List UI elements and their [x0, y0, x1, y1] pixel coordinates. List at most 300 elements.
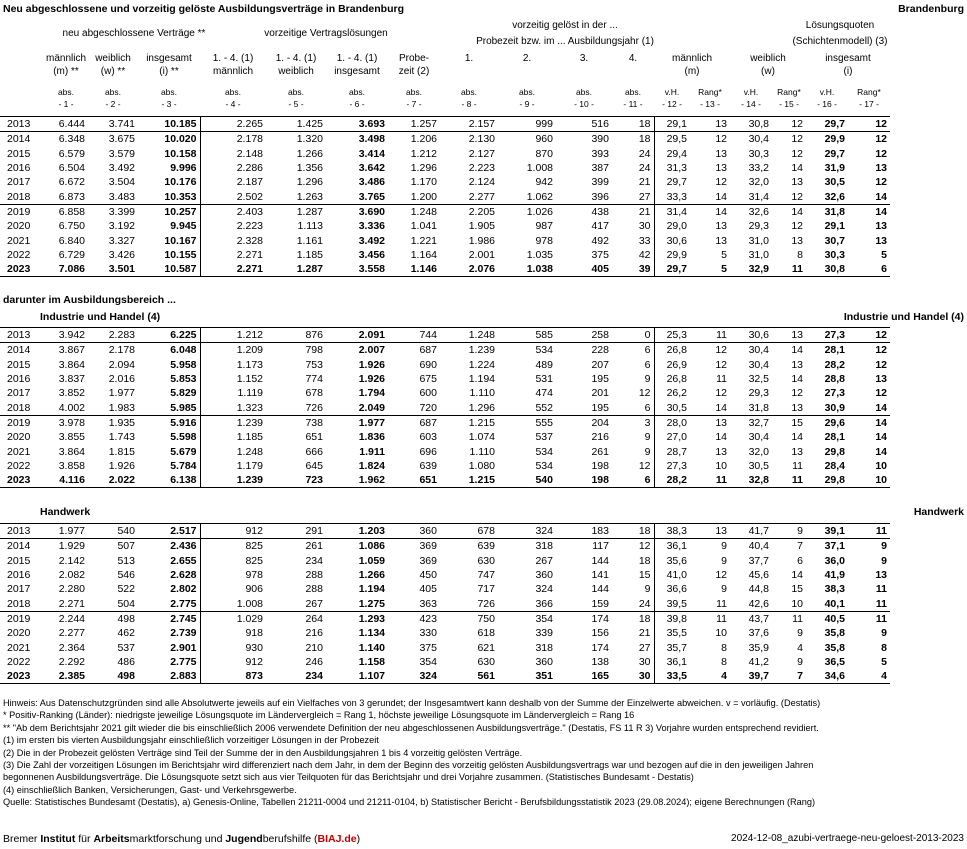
table-row: [0, 204, 890, 219]
year-cell: 2015: [7, 358, 31, 371]
value-cell: 3.867: [44, 343, 88, 358]
value-cell: 9: [772, 524, 806, 539]
value-cell: 39,5: [654, 596, 690, 611]
value-cell: 6.750: [58, 220, 85, 233]
column-number: - 11 -: [623, 99, 643, 109]
column-header: insgesamt (i) **: [146, 53, 192, 77]
value-cell: 1.107: [326, 669, 388, 684]
value-cell: 2.157: [440, 117, 498, 132]
value-cell: 12: [690, 343, 730, 358]
value-cell: 9: [721, 583, 727, 596]
value-cell: 2.124: [468, 176, 495, 189]
value-cell: 2.280: [58, 583, 85, 596]
value-cell: 3.675: [88, 132, 138, 147]
value-cell: 10.353: [164, 190, 197, 203]
column-header: Probe- zeit (2): [398, 53, 430, 77]
value-cell: 3.483: [108, 190, 135, 203]
value-cell: 32,6: [730, 204, 772, 219]
value-cell: 32,0: [748, 176, 769, 189]
value-cell: 3.486: [358, 176, 385, 189]
value-cell: 1.257: [388, 117, 440, 132]
year-cell: 2013: [0, 524, 44, 539]
value-cell: 12: [638, 459, 651, 472]
column-unit: v.H.: [819, 87, 835, 97]
column-header: männlich (m): [671, 53, 713, 77]
value-cell: 41,0: [654, 568, 690, 582]
value-cell: 44,8: [748, 583, 769, 596]
table-ihk: [0, 327, 890, 488]
column-header: 3.: [579, 53, 589, 64]
table-row: [0, 117, 890, 132]
value-cell: 360: [535, 569, 553, 582]
value-cell: 2.076: [440, 262, 498, 277]
note: (4) einschließlich Banken, Versicherungen, Gast- und Verkehrsgewerbe.: [3, 784, 297, 795]
value-cell: 36,0: [824, 554, 845, 567]
value-cell: 1.215: [440, 473, 498, 488]
value-cell: 18: [638, 554, 651, 567]
value-cell: 29,0: [654, 219, 690, 233]
value-cell: 12: [791, 387, 803, 400]
value-cell: 27,0: [654, 430, 690, 444]
value-cell: 912: [200, 655, 266, 669]
value-cell: 561: [440, 669, 498, 684]
year-cell: 2013: [0, 117, 44, 132]
value-cell: 12: [715, 569, 727, 582]
value-cell: 2.178: [88, 343, 138, 358]
value-cell: 267: [535, 554, 553, 567]
value-cell: 24: [638, 597, 651, 610]
value-cell: 38,3: [824, 583, 845, 596]
value-cell: 540: [88, 524, 138, 539]
note: (3) Die Zahl der vorzeitigen Lösungen im Berichtsjahr wird differenziert nach dem Jahr, in dem der Beginn des vorzeitig gelösten Ausbildungsvertrags war und bezogen auf die in den jeweiligen Jahren: [3, 760, 814, 771]
value-cell: 2.901: [170, 641, 197, 654]
value-cell: 9: [881, 627, 887, 640]
value-cell: 1.080: [468, 459, 495, 472]
value-cell: 1.248: [440, 328, 498, 343]
value-cell: 13: [772, 328, 806, 343]
value-cell: 13: [715, 220, 727, 233]
value-cell: 873: [200, 669, 266, 684]
column-number: - 10 -: [574, 99, 594, 109]
value-cell: 324: [535, 583, 553, 596]
value-cell: 6.504: [58, 162, 85, 175]
value-cell: 1.206: [388, 132, 440, 147]
value-cell: 29,9: [654, 248, 690, 262]
value-cell: 12: [612, 539, 654, 554]
value-cell: 1.194: [358, 583, 385, 596]
value-cell: 1.983: [108, 401, 135, 414]
value-cell: 14: [791, 162, 803, 175]
column-unit: Rang*: [698, 87, 722, 97]
value-cell: 30,4: [730, 343, 772, 358]
value-cell: 18: [612, 132, 654, 147]
value-cell: 35,9: [748, 641, 769, 654]
value-cell: 1.323: [200, 400, 266, 415]
biaj-link[interactable]: BIAJ.de: [317, 833, 357, 845]
value-cell: 750: [440, 611, 498, 626]
value-cell: 29,7: [654, 175, 690, 189]
value-cell: 9.945: [170, 220, 197, 233]
value-cell: 30,5: [748, 459, 769, 472]
footer-institute: Bremer Institut für Arbeitsmarktforschung und Jugendberufshilfe (BIAJ.de): [3, 833, 361, 845]
column-number: - 7 -: [406, 99, 422, 109]
value-cell: 666: [305, 445, 323, 458]
value-cell: 28,2: [654, 473, 690, 488]
value-cell: 234: [266, 669, 326, 684]
value-cell: 11: [772, 611, 806, 626]
table-row: [0, 233, 890, 247]
header-vorz: vorzeitige Vertragslösungen: [264, 28, 388, 39]
value-cell: 360: [535, 655, 553, 668]
table-row: [0, 459, 890, 473]
value-cell: 24: [638, 162, 651, 175]
column-number: - 14 -: [741, 99, 761, 109]
value-cell: 28,0: [654, 415, 690, 430]
value-cell: 7.086: [44, 262, 88, 277]
value-cell: 33,3: [654, 189, 690, 204]
value-cell: 1.059: [358, 554, 385, 567]
year-cell: 2023: [0, 473, 44, 488]
column-unit: abs.: [287, 87, 305, 97]
value-cell: 1.296: [468, 401, 495, 414]
year-cell: 2019: [0, 415, 44, 430]
value-cell: 489: [535, 358, 553, 371]
value-cell: 10: [715, 627, 727, 640]
value-cell: 27: [638, 190, 651, 203]
column-unit: abs.: [518, 87, 536, 97]
value-cell: 1.287: [266, 204, 326, 219]
value-cell: 534: [535, 459, 553, 472]
value-cell: 27: [638, 641, 651, 654]
value-cell: 14: [875, 190, 887, 203]
value-cell: 1.215: [440, 415, 498, 430]
value-cell: 5.853: [170, 373, 197, 386]
value-cell: 195: [591, 373, 609, 386]
value-cell: 34,6: [806, 669, 848, 684]
value-cell: 2.802: [170, 583, 197, 596]
value-cell: 216: [305, 627, 323, 640]
value-cell: 25,3: [654, 328, 690, 343]
value-cell: 258: [556, 328, 612, 343]
table-row: [0, 430, 890, 444]
value-cell: 942: [535, 176, 553, 189]
column-number: - 3 -: [161, 99, 177, 109]
column-unit: abs.: [160, 87, 178, 97]
value-cell: 318: [535, 641, 553, 654]
value-cell: 9: [644, 431, 651, 444]
value-cell: 13: [715, 147, 727, 160]
year-cell: 2021: [7, 234, 31, 247]
value-cell: 32,0: [748, 445, 769, 458]
value-cell: 1.158: [358, 655, 385, 668]
value-cell: 159: [591, 597, 609, 610]
value-cell: 36,1: [654, 655, 690, 669]
table-row: [0, 596, 890, 611]
value-cell: 2.223: [200, 219, 266, 233]
value-cell: 2.082: [58, 569, 85, 582]
value-cell: 3.327: [108, 234, 135, 247]
value-cell: 14: [848, 204, 890, 219]
value-cell: 21: [612, 204, 654, 219]
value-cell: 12: [875, 387, 887, 400]
value-cell: 43,7: [730, 611, 772, 626]
value-cell: 14: [690, 204, 730, 219]
value-cell: 630: [477, 655, 495, 668]
value-cell: 4: [797, 641, 803, 654]
value-cell: 3.336: [358, 220, 385, 233]
value-cell: 29,7: [654, 262, 690, 277]
value-cell: 165: [556, 669, 612, 684]
column-unit: abs.: [575, 87, 593, 97]
value-cell: 234: [305, 554, 323, 567]
year-cell: 2021: [7, 641, 31, 654]
value-cell: 3.741: [88, 117, 138, 132]
value-cell: 14: [772, 343, 806, 358]
value-cell: 2.436: [138, 539, 200, 554]
value-cell: 39,7: [730, 669, 772, 684]
value-cell: 40,1: [824, 597, 845, 610]
value-cell: 14: [875, 431, 887, 444]
value-cell: 29,9: [806, 132, 848, 147]
value-cell: 621: [477, 641, 495, 654]
value-cell: 204: [556, 415, 612, 430]
value-cell: 3.642: [358, 162, 385, 175]
column-header: weiblich (w) **: [95, 53, 131, 77]
value-cell: 39,1: [806, 524, 848, 539]
value-cell: 3.399: [88, 204, 138, 219]
value-cell: 1.134: [358, 627, 385, 640]
value-cell: 14: [715, 401, 727, 414]
value-cell: 2.094: [108, 358, 135, 371]
value-cell: 6: [612, 343, 654, 358]
value-cell: 720: [419, 401, 437, 414]
value-cell: 3.492: [108, 162, 135, 175]
value-cell: 423: [388, 611, 440, 626]
value-cell: 2.655: [170, 554, 197, 567]
year-cell: 2017: [7, 176, 31, 189]
value-cell: 14: [848, 415, 890, 430]
value-cell: 18: [612, 611, 654, 626]
value-cell: 825: [200, 554, 266, 568]
value-cell: 2.883: [138, 669, 200, 684]
value-cell: 13: [875, 162, 887, 175]
value-cell: 24: [638, 147, 651, 160]
value-cell: 13: [690, 415, 730, 430]
value-cell: 363: [419, 597, 437, 610]
value-cell: 1.113: [297, 220, 323, 233]
value-cell: 13: [791, 358, 803, 371]
value-cell: 3.837: [58, 373, 85, 386]
value-cell: 2.739: [170, 627, 197, 640]
value-cell: 3.501: [88, 262, 138, 277]
value-cell: 717: [477, 583, 495, 596]
value-cell: 1.824: [358, 459, 385, 472]
value-cell: 723: [266, 473, 326, 488]
table-row: [0, 669, 890, 684]
year-cell: 2023: [0, 669, 44, 684]
column-number: - 4 -: [225, 99, 241, 109]
table-row: [0, 175, 890, 189]
value-cell: 12: [848, 117, 890, 132]
value-cell: 2.328: [200, 233, 266, 247]
table-row: [0, 582, 890, 596]
value-cell: 2.130: [440, 132, 498, 147]
value-cell: 396: [591, 190, 609, 203]
value-cell: 6.840: [58, 234, 85, 247]
value-cell: 1.836: [358, 431, 385, 444]
value-cell: 29,8: [806, 473, 848, 488]
value-cell: 1.743: [108, 431, 135, 444]
value-cell: 492: [591, 234, 609, 247]
value-cell: 14: [772, 204, 806, 219]
value-cell: 1.248: [200, 444, 266, 458]
table-row: [0, 328, 890, 343]
value-cell: 978: [535, 234, 553, 247]
value-cell: 798: [266, 343, 326, 358]
value-cell: 156: [591, 627, 609, 640]
value-cell: 999: [498, 117, 556, 132]
value-cell: 15: [638, 569, 651, 582]
column-unit: abs.: [224, 87, 242, 97]
value-cell: 9: [644, 445, 651, 458]
value-cell: 1.239: [200, 473, 266, 488]
value-cell: 10.020: [138, 132, 200, 147]
column-unit: v.H.: [664, 87, 680, 97]
value-cell: 1.035: [526, 248, 553, 261]
value-cell: 8: [721, 641, 727, 654]
value-cell: 1.239: [200, 415, 266, 430]
table-row: [0, 444, 890, 458]
column-number: - 1 -: [58, 99, 74, 109]
value-cell: 29,7: [824, 147, 845, 160]
value-cell: 6.048: [138, 343, 200, 358]
value-cell: 264: [266, 611, 326, 626]
column-unit: abs.: [348, 87, 366, 97]
value-cell: 11: [875, 583, 887, 596]
value-cell: 12: [848, 132, 890, 147]
value-cell: 30,4: [748, 358, 769, 371]
value-cell: 12: [715, 358, 727, 371]
value-cell: 1.293: [326, 611, 388, 626]
value-cell: 1.119: [200, 386, 266, 400]
value-cell: 37,7: [748, 554, 769, 567]
value-cell: 387: [591, 162, 609, 175]
value-cell: 31,4: [748, 190, 769, 203]
value-cell: 3.504: [108, 176, 135, 189]
value-cell: 2.745: [138, 611, 200, 626]
value-cell: 450: [419, 569, 437, 582]
value-cell: 13: [875, 220, 887, 233]
column-header: 1. - 4. (1) weiblich: [275, 53, 317, 77]
value-cell: 390: [556, 132, 612, 147]
value-cell: 36,6: [654, 582, 690, 596]
table-total: [0, 116, 890, 277]
value-cell: 1.266: [358, 569, 385, 582]
value-cell: 12: [848, 328, 890, 343]
value-cell: 5.829: [170, 387, 197, 400]
value-cell: 28,4: [824, 459, 845, 472]
value-cell: 11: [772, 473, 806, 488]
value-cell: 42,6: [748, 597, 769, 610]
value-cell: 1.203: [326, 524, 388, 539]
value-cell: 13: [791, 234, 803, 247]
value-cell: 8: [721, 655, 727, 668]
value-cell: 1.977: [44, 524, 88, 539]
value-cell: 486: [117, 655, 135, 668]
year-cell: 2014: [0, 343, 44, 358]
value-cell: 2.244: [44, 611, 88, 626]
value-cell: 10: [715, 459, 727, 472]
value-cell: 354: [498, 611, 556, 626]
note: (1) im ersten bis vierten Ausbildungsjahr einschließlich vorzeitiger Lösungen in der Probezeit: [3, 735, 379, 746]
value-cell: 1.926: [108, 459, 135, 472]
value-cell: 28,8: [824, 373, 845, 386]
value-cell: 1.170: [410, 176, 437, 189]
year-cell: 2016: [7, 373, 31, 386]
column-unit: v.H.: [743, 87, 759, 97]
value-cell: 28,2: [824, 358, 845, 371]
value-cell: 474: [535, 387, 553, 400]
column-unit: abs.: [624, 87, 642, 97]
value-cell: 10.155: [164, 248, 197, 261]
value-cell: 33: [638, 234, 651, 247]
year-cell: 2017: [7, 583, 31, 596]
value-cell: 513: [117, 554, 135, 567]
value-cell: 12: [875, 147, 887, 160]
value-cell: 1.929: [44, 539, 88, 554]
value-cell: 1.026: [498, 204, 556, 219]
value-cell: 678: [440, 524, 498, 539]
column-number: - 16 -: [817, 99, 837, 109]
value-cell: 10: [791, 597, 803, 610]
value-cell: 4: [848, 669, 890, 684]
value-cell: 30,5: [654, 400, 690, 415]
value-cell: 14: [715, 431, 727, 444]
value-cell: 753: [305, 358, 323, 371]
table-row: [0, 372, 890, 386]
value-cell: 9: [797, 627, 803, 640]
value-cell: 774: [305, 373, 323, 386]
value-cell: 29,1: [824, 220, 845, 233]
value-cell: 3.942: [44, 328, 88, 343]
table-row: [0, 626, 890, 640]
column-unit: abs.: [460, 87, 478, 97]
value-cell: 228: [556, 343, 612, 358]
value-cell: 369: [419, 554, 437, 567]
value-cell: 14: [791, 373, 803, 386]
value-cell: 6.729: [58, 248, 85, 261]
value-cell: 246: [305, 655, 323, 668]
value-cell: 1.110: [469, 387, 495, 400]
value-cell: 30,3: [748, 147, 769, 160]
year-cell: 2018: [7, 597, 31, 610]
year-cell: 2022: [7, 248, 31, 261]
table-row: [0, 343, 890, 358]
table-row: [0, 189, 890, 204]
value-cell: 1.152: [200, 372, 266, 386]
value-cell: 1.926: [358, 373, 385, 386]
value-cell: 12: [715, 387, 727, 400]
value-cell: 2.187: [200, 175, 266, 189]
value-cell: 198: [591, 459, 609, 472]
header-geloest2: Probezeit bzw. im ... Ausbildungsjahr (1): [476, 36, 654, 47]
value-cell: 13: [715, 445, 727, 458]
column-header: 4.: [628, 53, 638, 64]
table-row: [0, 386, 890, 400]
value-cell: 978: [200, 568, 266, 582]
value-cell: 1.185: [200, 430, 266, 444]
value-cell: 8: [797, 248, 803, 261]
